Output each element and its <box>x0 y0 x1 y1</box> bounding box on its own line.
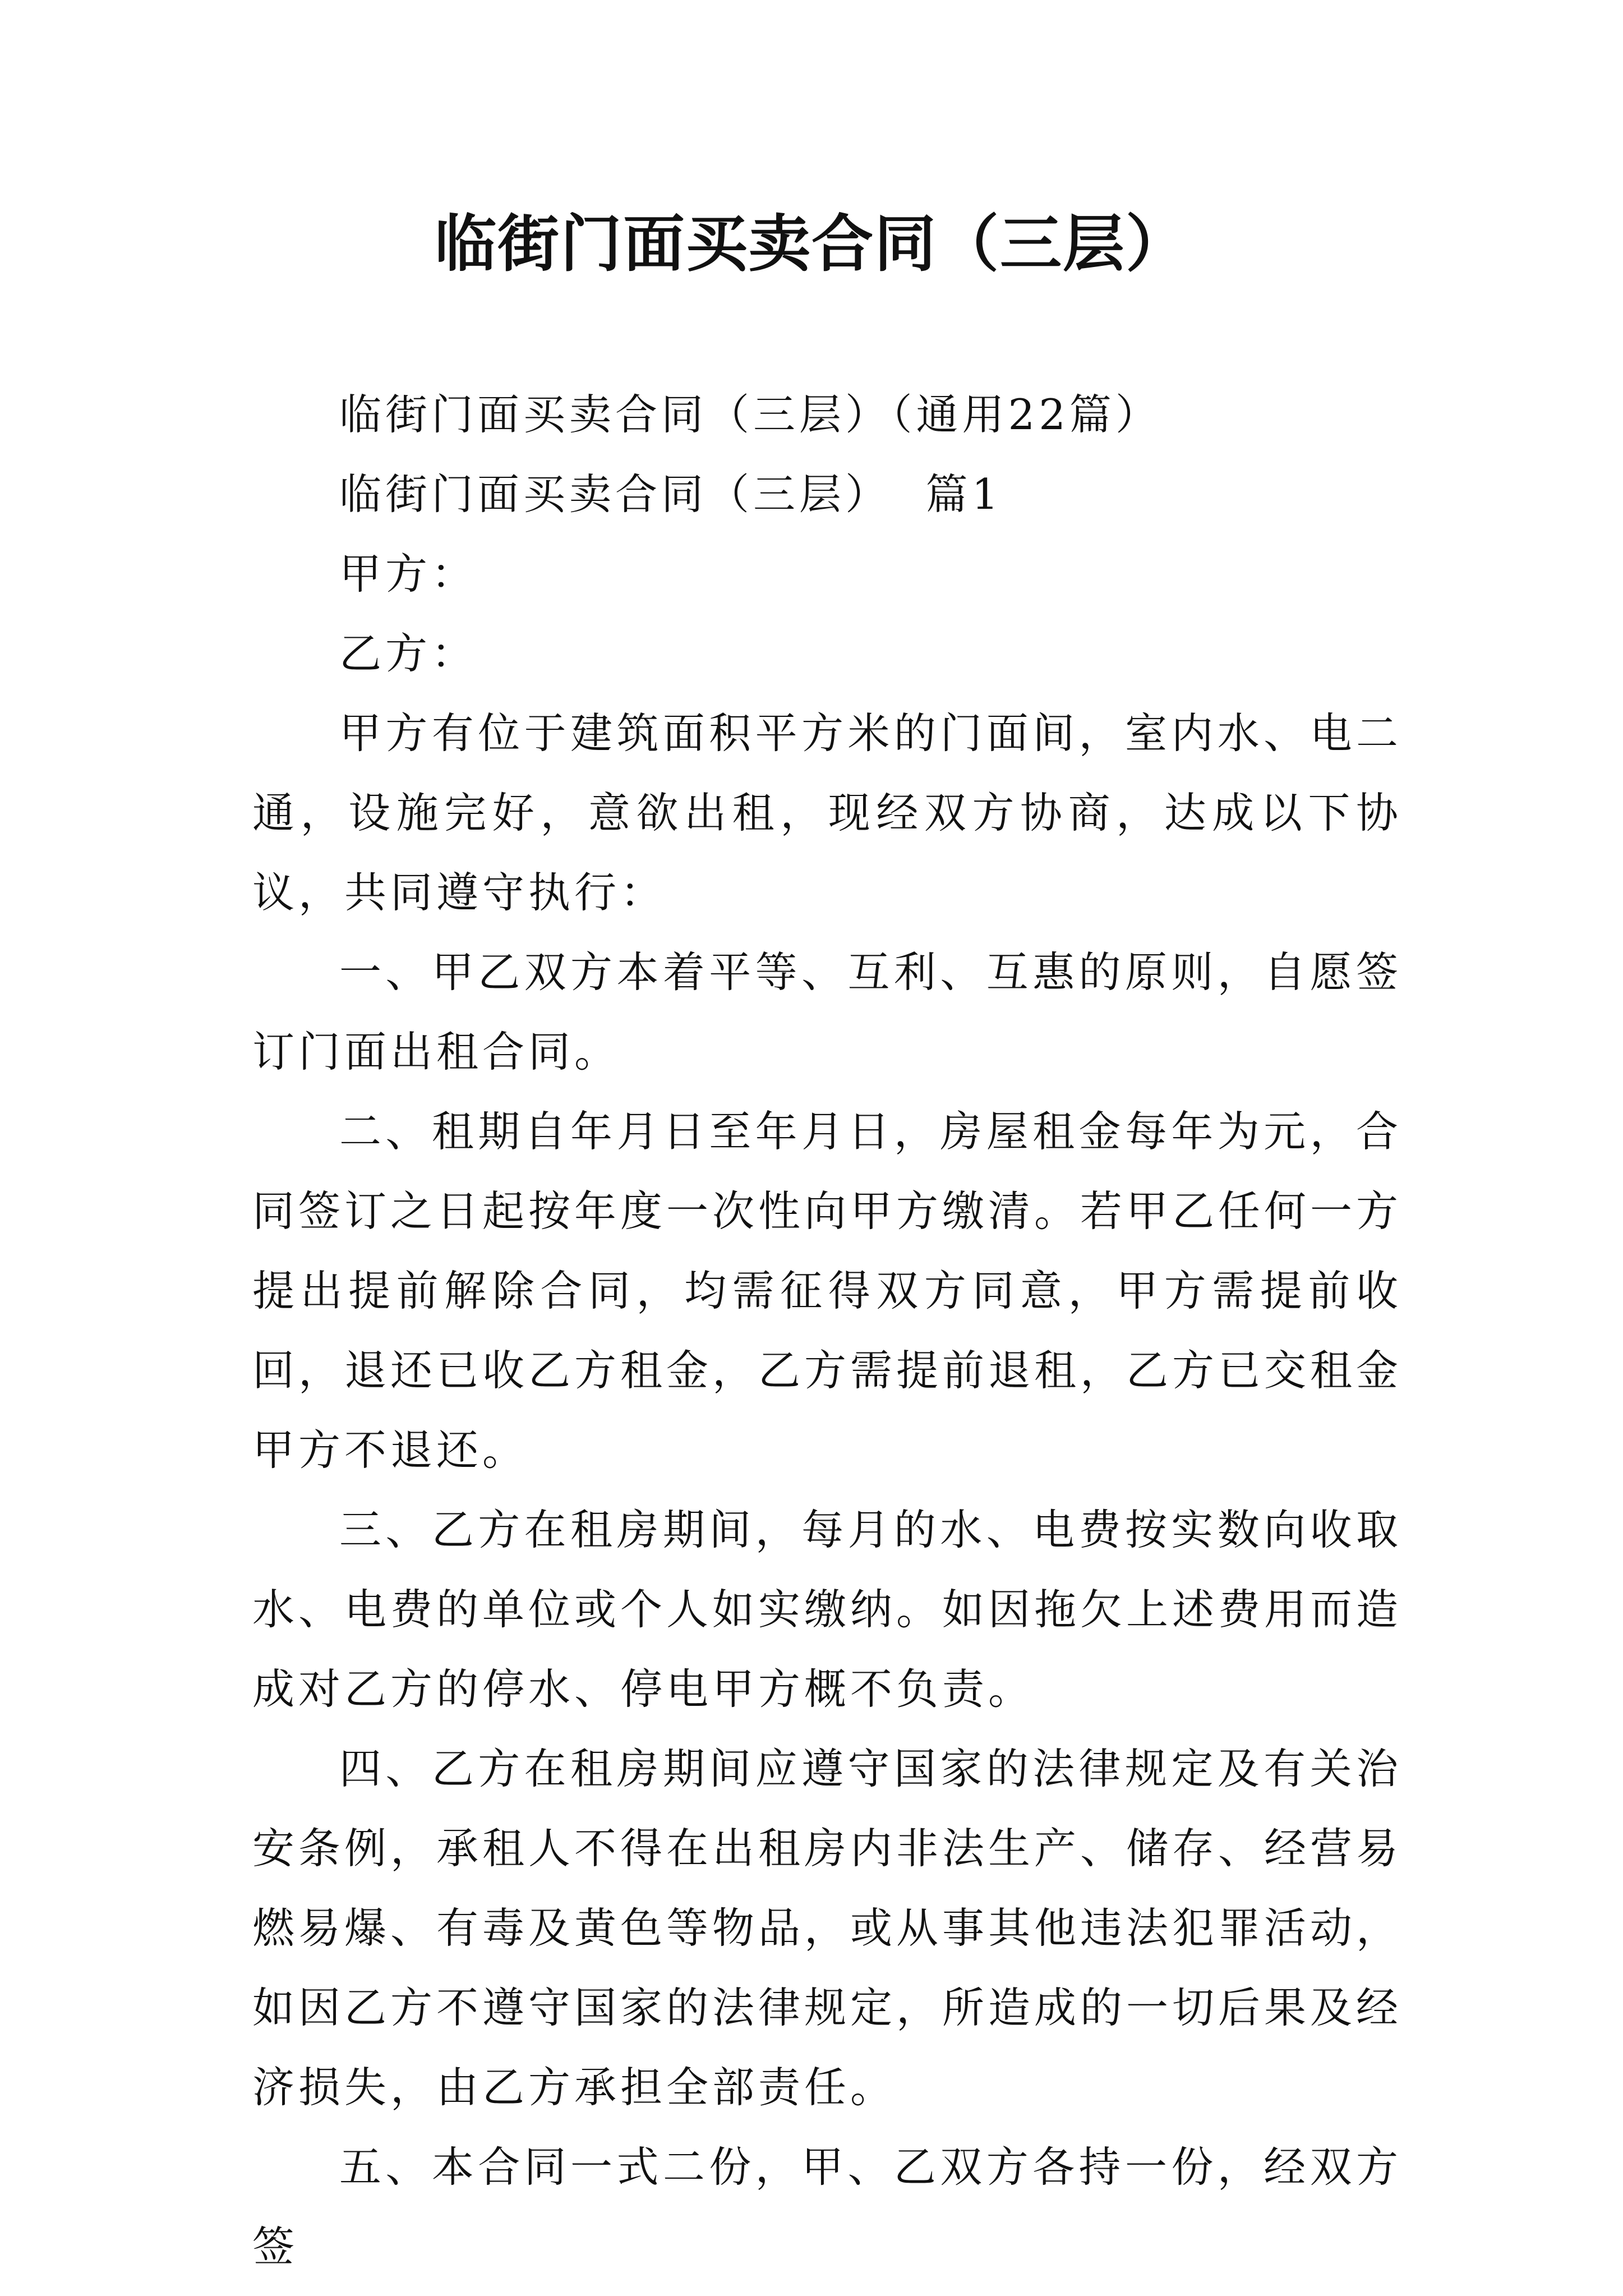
clause-3: 三、乙方在租房期间，每月的水、电费按实数向收取水、电费的单位或个人如实缴纳。如因拖欠上述费用而造成对乙方的停水、停电甲方概不负责。 <box>252 1505 1403 1714</box>
clause-5: 五、本合同一式二份，甲、乙双方各持一份，经双方签 <box>252 2142 1402 2271</box>
document-subtitle: 临街门面买卖合同（三层）（通用22篇） <box>339 390 1161 439</box>
party-b-line: 乙方： <box>339 629 478 678</box>
document-title: 临街门面买卖合同（三层） <box>435 208 1188 280</box>
section-heading: 临街门面买卖合同（三层） 篇1 <box>339 470 1003 519</box>
document-body <box>252 375 1402 2286</box>
party-a-line: 甲方： <box>339 549 478 599</box>
clause-1: 一、甲乙双方本着平等、互利、互惠的原则，自愿签订门面出租合同。 <box>252 947 1402 1076</box>
paragraph-intro: 甲方有位于建筑面积平方米的门面间，室内水、电二通，设施完好，意欲出租，现经双方协商，达成以下协议，共同遵守执行： <box>252 708 1402 917</box>
clause-2: 二、租期自年月日至年月日，房屋租金每年为元，合同签订之日起按年度一次性向甲方缴清。若甲乙任何一方提出提前解除合同，均需征得双方同意，甲方需提前收回，退还已收乙方租金，乙方需提前退租，乙方已交租金甲方不退还。 <box>252 1107 1403 1475</box>
clause-4: 四、乙方在租房期间应遵守国家的法律规定及有关治安条例，承租人不得在出租房内非法生产、储存、经营易燃易爆、有毒及黄色等物品，或从事其他违法犯罪活动，如因乙方不遵守国家的法律规定，所造成的一切后果及经济损失，由乙方承担全部责任。 <box>252 1744 1403 2112</box>
